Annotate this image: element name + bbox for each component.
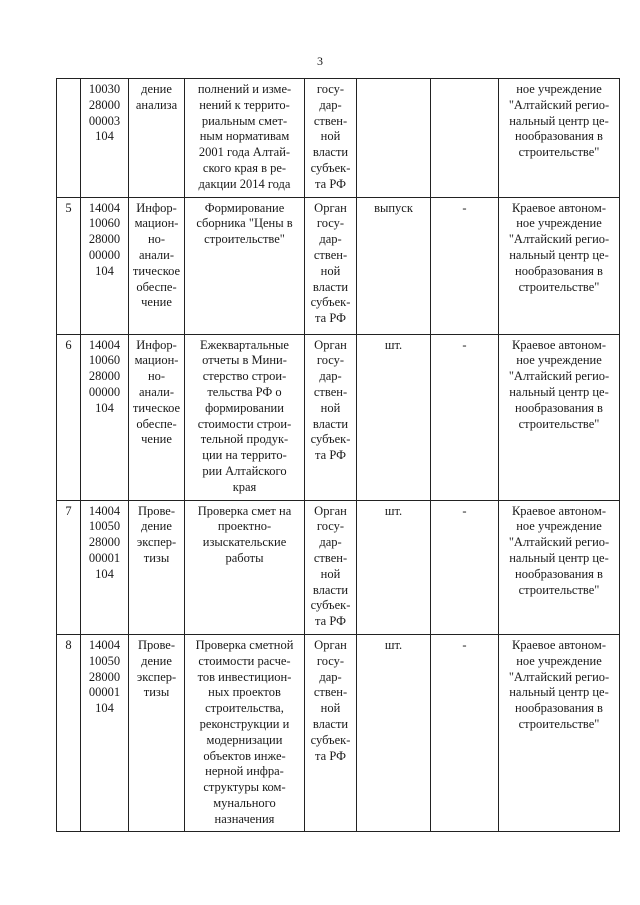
cell-line: модернизации [206,732,283,747]
cell-line: ствен- [313,685,348,700]
table-row [57,197,620,334]
work-content-cell [185,500,305,634]
cell-line: ции на террито- [202,448,287,463]
page-number: 3 [317,54,323,68]
cell-line: ное учреждение [516,82,602,96]
cell-line: нальный центр це- [509,384,609,399]
cell-line: госу- [316,82,345,96]
work-name-cell [129,500,185,634]
cell-line: строительстве" [518,279,600,294]
row-number-cell: 8 [57,634,81,832]
cell-line: Прове- [137,637,176,652]
cell-line: 28000 [88,232,121,247]
cell-line: назначения [214,811,275,826]
table-body [57,79,620,832]
cell-line: та РФ [315,311,346,326]
cell-line: Краевое автоном- [511,637,607,652]
cell-line: субъек- [310,432,351,447]
cell-line: строительстве" [518,145,600,160]
cell-line: ных проектов [208,685,281,700]
cell-line: 10050 [88,519,121,534]
cell-line: власти [312,279,349,294]
cell-line: стерство строи- [202,369,287,384]
cell-line: ной [320,400,341,415]
cell-line: шт. [384,503,403,518]
cell-line: ствен- [313,384,348,399]
cell-line: края [232,479,257,494]
cell-line: работы [225,550,264,565]
cell-line: ствен- [313,113,348,128]
cell-line: риальным смет- [201,113,288,128]
cell-line: тическое [132,400,181,415]
cell-line: власти [312,416,349,431]
cell-line: дакции 2014 года [198,176,291,191]
cell-line: 2001 года Алтай- [198,145,291,160]
cell-line: нений к террито- [199,97,290,112]
cell-line: шт. [384,337,403,352]
cell-line: чение [141,432,172,447]
authority-cell [305,500,357,634]
table-row [57,79,620,198]
cell-line: 28000 [88,369,121,384]
cell-line: Проверка смет на [197,503,292,518]
cell-line: - [462,200,467,215]
cell-line: ского края в ре- [202,160,287,175]
cell-line: отчеты в Мини- [202,353,287,368]
cell-line: строительстве" [204,232,285,247]
cell-line: Проверка сметной [195,637,294,652]
value-cell [431,197,499,334]
cell-line: нерной инфра- [205,764,284,779]
cell-line: ной [320,263,341,278]
cell-line: власти [312,716,349,731]
cell-line: тельства РФ о [207,384,282,399]
table-row [57,334,620,500]
table-row [57,634,620,832]
authority-cell [305,197,357,334]
cell-line: нообразования в [515,701,603,716]
cell-line: 00001 [88,550,121,565]
cell-line: экспер- [136,669,177,684]
cell-line: тизы [143,550,170,565]
document-table [56,78,620,832]
cell-line: 14004 [88,337,121,352]
cell-line: ным нормативам [199,129,290,144]
cell-line: анали- [139,247,174,262]
cell-line: обеспе- [136,416,177,431]
cell-line: дар- [319,369,342,384]
cell-line: 28000 [88,97,121,112]
cell-line: 104 [95,263,114,278]
work-name-cell [129,634,185,832]
cell-line: Орган [314,200,347,215]
cell-line: рии Алтайского [202,463,287,478]
cell-line: дар- [319,232,342,247]
cell-line: Орган [314,503,347,518]
cell-line: 14004 [88,200,121,215]
cell-line: 14004 [88,503,121,518]
cell-line: дение [141,653,172,668]
budget-code-cell [81,79,129,198]
cell-line: Орган [314,337,347,352]
cell-line: нальный центр це- [509,685,609,700]
cell-line: 104 [95,129,114,144]
cell-line: объектов инже- [203,748,286,763]
cell-line: но- [147,232,166,247]
row-number-cell [57,79,81,198]
cell-line: нообразования в [515,263,603,278]
cell-line: тов инвестицион- [197,669,292,684]
unit-cell [357,634,431,832]
work-content-cell [185,334,305,500]
cell-line: ное учреждение [516,653,602,668]
cell-line: ной [320,701,341,716]
cell-line: 10030 [88,82,121,96]
work-name-cell [129,334,185,500]
cell-line: дар- [319,535,342,550]
cell-line: 104 [95,400,114,415]
cell-line: реконструкции и [199,716,290,731]
row-number-cell: 6 [57,334,81,500]
cell-line: та РФ [315,176,346,191]
cell-line: "Алтайский регио- [508,97,610,112]
cell-line: 10050 [88,653,121,668]
cell-line: мацион- [134,353,179,368]
cell-line: дение [141,519,172,534]
cell-line: власти [312,582,349,597]
cell-line: 00003 [88,113,121,128]
cell-line: строительстве" [518,582,600,597]
cell-line: - [462,503,467,518]
cell-line: 104 [95,701,114,716]
value-cell [431,634,499,832]
cell-line: "Алтайский регио- [508,369,610,384]
work-name-cell [129,79,185,198]
work-content-cell [185,634,305,832]
cell-line: ной [320,129,341,144]
cell-line: субъек- [310,160,351,175]
cell-line: анали- [139,384,174,399]
organization-cell [499,634,620,832]
table-row [57,500,620,634]
cell-line: изыскательские [202,535,287,550]
cell-line: стоимости строи- [197,416,292,431]
cell-line: мунального [213,795,276,810]
cell-line: - [462,337,467,352]
cell-line: 28000 [88,669,121,684]
cell-line: 00001 [88,685,121,700]
cell-line: госу- [316,353,345,368]
cell-line: ной [320,566,341,581]
cell-line: нальный центр це- [509,247,609,262]
cell-line: 10060 [88,216,121,231]
cell-line: полнений и изме- [197,82,292,96]
cell-line: строительстве" [518,416,600,431]
cell-line: структуры ком- [203,780,286,795]
cell-line: субъек- [310,732,351,747]
cell-line: мацион- [134,216,179,231]
cell-line: "Алтайский регио- [508,669,610,684]
budget-code-cell [81,500,129,634]
row-number-cell: 5 [57,197,81,334]
authority-cell [305,334,357,500]
cell-line: ствен- [313,247,348,262]
authority-cell [305,634,357,832]
cell-line: проектно- [217,519,272,534]
cell-line: 14004 [88,637,121,652]
cell-line: обеспе- [136,279,177,294]
cell-line: нообразования в [515,566,603,581]
cell-line: ное учреждение [516,519,602,534]
cell-line: тическое [132,263,181,278]
unit-cell [357,79,431,198]
cell-line: 00000 [88,247,121,262]
cell-line: анализа [135,97,178,112]
cell-line: Краевое автоном- [511,503,607,518]
cell-line: выпуск [374,200,413,215]
cell-line: Ежеквартальные [200,337,289,352]
cell-line: сборника "Цены в [196,216,293,231]
cell-line: "Алтайский регио- [508,232,610,247]
organization-cell [499,500,620,634]
cell-line: тизы [143,685,170,700]
cell-line: 28000 [88,535,121,550]
cell-line: госу- [316,653,345,668]
budget-code-cell [81,197,129,334]
cell-line: тельной продук- [200,432,289,447]
cell-line: нообразования в [515,400,603,415]
cell-line: Краевое автоном- [511,337,607,352]
cell-line: та РФ [315,448,346,463]
cell-line: Краевое автоном- [511,200,607,215]
cell-line: власти [312,145,349,160]
cell-line: нообразования в [515,129,603,144]
budget-code-cell [81,634,129,832]
cell-line: ное учреждение [516,353,602,368]
cell-line: чение [141,295,172,310]
budget-code-cell [81,334,129,500]
cell-line: Инфор- [136,337,177,352]
cell-line: шт. [384,637,403,652]
value-cell [431,500,499,634]
cell-line: Формирование [204,200,285,215]
unit-cell [357,334,431,500]
value-cell [431,334,499,500]
organization-cell [499,79,620,198]
cell-line: строительства, [205,701,284,716]
cell-line: субъек- [310,295,351,310]
cell-line: Орган [314,637,347,652]
cell-line: Инфор- [136,200,177,215]
organization-cell [499,197,620,334]
work-name-cell [129,197,185,334]
cell-line: дар- [319,97,342,112]
cell-line: 104 [95,566,114,581]
row-number-cell: 7 [57,500,81,634]
unit-cell [357,500,431,634]
cell-line: дение [141,82,172,96]
value-cell [431,79,499,198]
cell-line: субъек- [310,598,351,613]
cell-line: формировании [205,400,284,415]
authority-cell [305,79,357,198]
cell-line: - [462,637,467,652]
cell-line: но- [147,369,166,384]
cell-line: "Алтайский регио- [508,535,610,550]
work-content-cell [185,197,305,334]
work-content-cell [185,79,305,198]
cell-line: та РФ [315,614,346,629]
cell-line: ствен- [313,550,348,565]
organization-cell [499,334,620,500]
cell-line: госу- [316,519,345,534]
cell-line: строительстве" [518,716,600,731]
cell-line: 00000 [88,384,121,399]
cell-line: нальный центр це- [509,550,609,565]
cell-line: госу- [316,216,345,231]
cell-line: Прове- [137,503,176,518]
cell-line: нальный центр це- [509,113,609,128]
cell-line: та РФ [315,748,346,763]
cell-line: 10060 [88,353,121,368]
unit-cell [357,197,431,334]
cell-line: экспер- [136,535,177,550]
cell-line: дар- [319,669,342,684]
cell-line: ное учреждение [516,216,602,231]
cell-line: стоимости расче- [198,653,291,668]
